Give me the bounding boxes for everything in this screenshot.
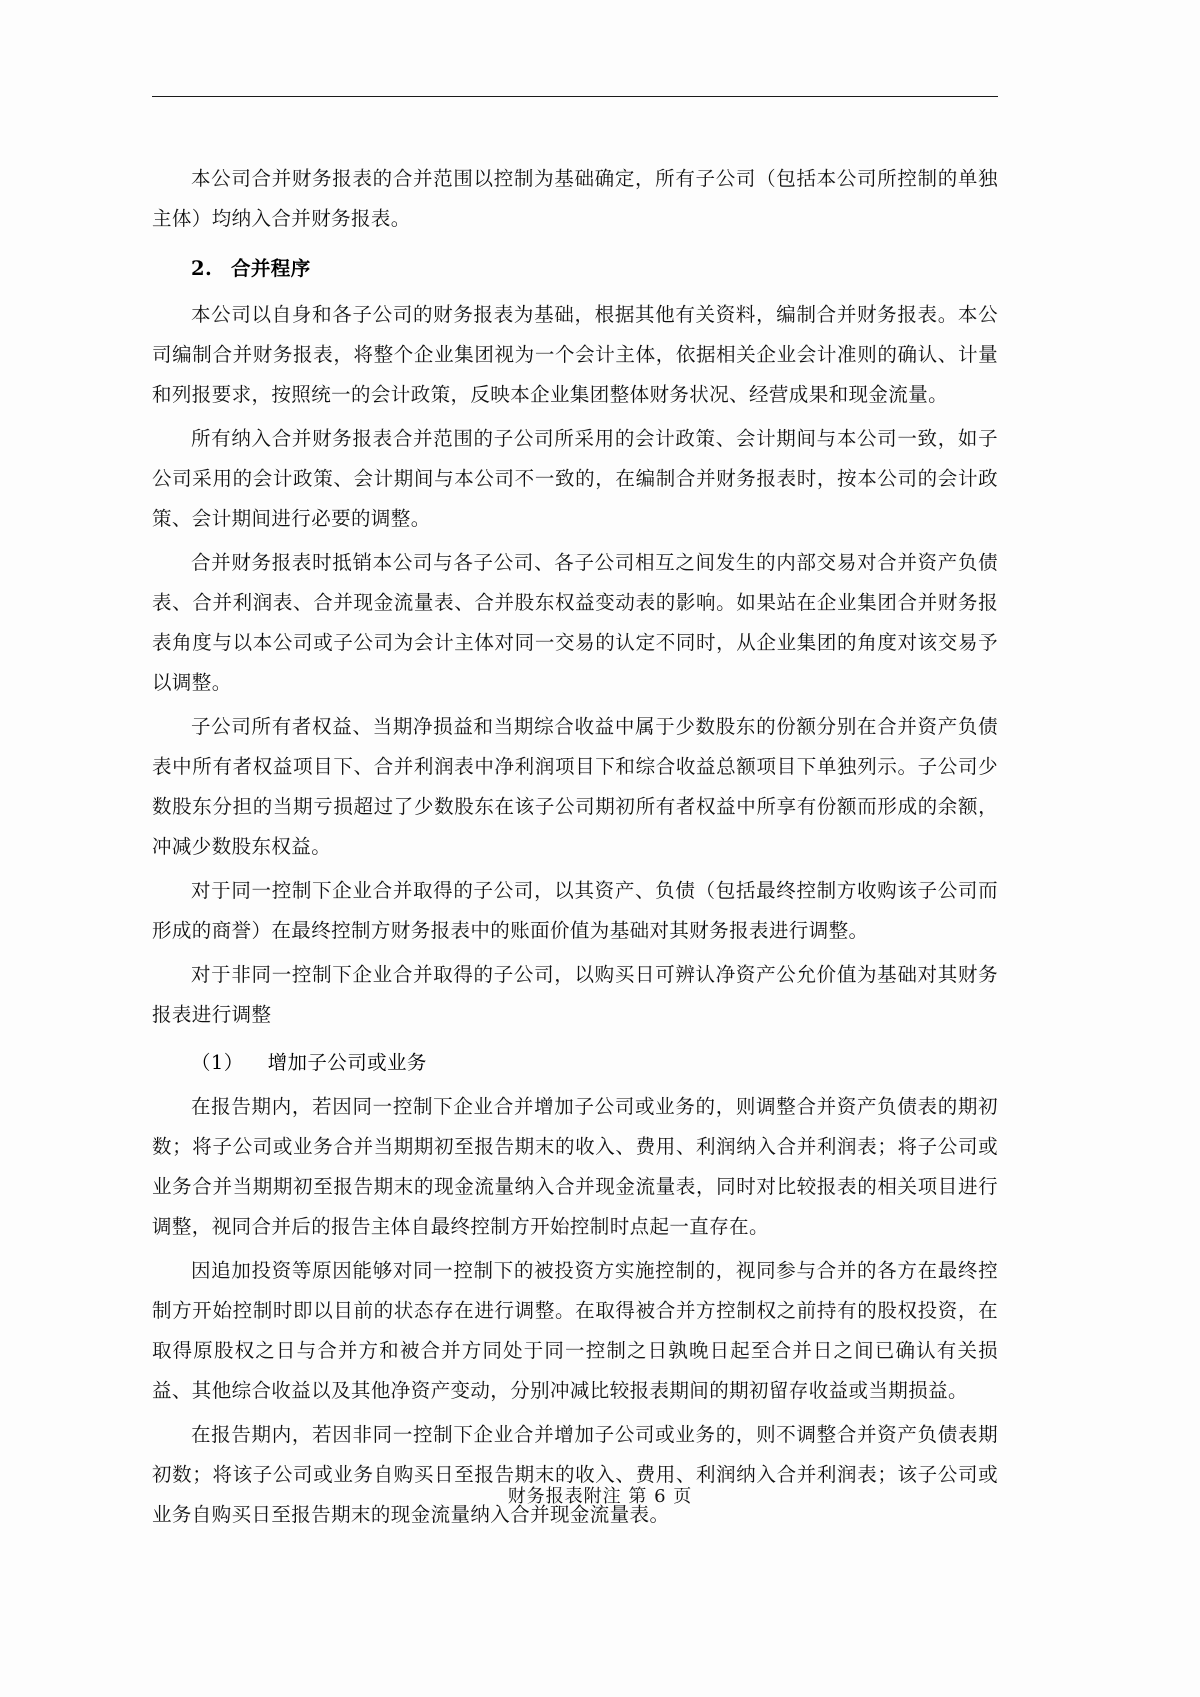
section-title: 合并程序 xyxy=(231,257,311,280)
subsection-title: 增加子公司或业务 xyxy=(267,1051,427,1074)
section-heading xyxy=(152,249,998,289)
paragraph-body-6: 对于非同一控制下企业合并取得的子公司，以购买日可辨认净资产公允价值为基础对其财务报表进行调整 xyxy=(152,963,998,1026)
page-content xyxy=(152,96,998,1539)
paragraph-sub-2: 因追加投资等原因能够对同一控制下的被投资方实施控制的，视同参与合并的各方在最终控制方开始控制时即以目前的状态存在进行调整。在取得被合并方控制权之前持有的股权投资，在取得原股权之日与合并方和被合并方同处于同一控制之日孰晚日起至合并日之间已确认有关损益、其他综合收益以及其他净资产变动，分别冲减比较报表期间的期初留存收益或当期损益。 xyxy=(152,1259,998,1402)
paragraph-body-4: 子公司所有者权益、当期净损益和当期综合收益中属于少数股东的份额分别在合并资产负债表中所有者权益项目下、合并利润表中净利润项目下和综合收益总额项目下单独列示。子公司少数股东分担的当期亏损超过了少数股东在该子公司期初所有者权益中所享有份额而形成的余额，冲减少数股东权益。 xyxy=(152,715,998,858)
paragraph-body-2: 所有纳入合并财务报表合并范围的子公司所采用的会计政策、会计期间与本公司一致，如子公司采用的会计政策、会计期间与本公司不一致的，在编制合并财务报表时，按本公司的会计政策、会计期间进行必要的调整。 xyxy=(152,427,998,530)
paragraph-sub-1: 在报告期内，若因同一控制下企业合并增加子公司或业务的，则调整合并资产负债表的期初数；将子公司或业务合并当期期初至报告期末的收入、费用、利润纳入合并利润表；将子公司或业务合并当期期初至报告期末的现金流量纳入合并现金流量表，同时对比较报表的相关项目进行调整，视同合并后的报告主体自最终控制方开始控制时点起一直存在。 xyxy=(152,1095,998,1238)
paragraph-intro: 本公司合并财务报表的合并范围以控制为基础确定，所有子公司（包括本公司所控制的单独主体）均纳入合并财务报表。 xyxy=(152,167,998,230)
paragraph-sub-3: 在报告期内，若因非同一控制下企业合并增加子公司或业务的，则不调整合并资产负债表期初数；将该子公司或业务自购买日至报告期末的收入、费用、利润纳入合并利润表；该子公司或业务自购买日至报告期末的现金流量纳入合并现金流量表。 xyxy=(152,1423,998,1526)
section-number: 2. xyxy=(191,257,213,280)
subsection-heading xyxy=(152,1043,998,1083)
paragraph-body-3: 合并财务报表时抵销本公司与各子公司、各子公司相互之间发生的内部交易对合并资产负债表、合并利润表、合并现金流量表、合并股东权益变动表的影响。如果站在企业集团合并财务报表角度与以本公司或子公司为会计主体对同一交易的认定不同时，从企业集团的角度对该交易予以调整。 xyxy=(152,551,998,694)
paragraph-body-1: 本公司以自身和各子公司的财务报表为基础，根据其他有关资料，编制合并财务报表。本公司编制合并财务报表，将整个企业集团视为一个会计主体，依据相关企业会计准则的确认、计量和列报要求，按照统一的会计政策，反映本企业集团整体财务状况、经营成果和现金流量。 xyxy=(152,303,998,406)
subsection-label: （1） xyxy=(191,1051,244,1074)
header-rule xyxy=(152,96,998,97)
page-footer: 财务报表附注 第 6 页 xyxy=(507,1486,693,1507)
paragraph-body-5: 对于同一控制下企业合并取得的子公司，以其资产、负债（包括最终控制方收购该子公司而形成的商誉）在最终控制方财务报表中的账面价值为基础对其财务报表进行调整。 xyxy=(152,879,998,942)
